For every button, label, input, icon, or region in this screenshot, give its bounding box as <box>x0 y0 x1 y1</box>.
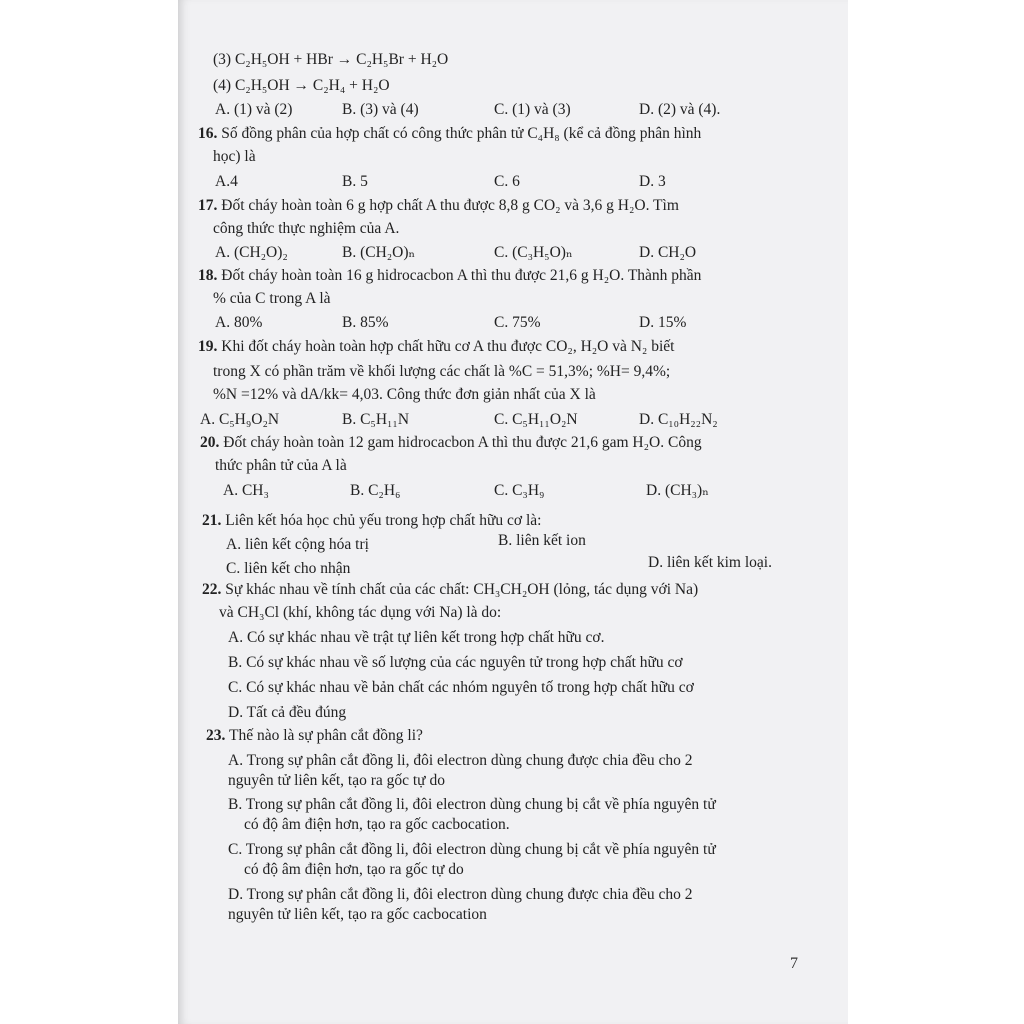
q23-option-a: A. Trong sự phân cắt đồng li, đôi electron dùng chung được chia đều cho 2 <box>228 752 693 769</box>
question-17-cont: công thức thực nghiệm của A. <box>213 220 400 237</box>
q17-option-d: D. CH₂O <box>639 244 697 261</box>
q17-option-b: B. (CH₂O)ₙ <box>342 244 416 261</box>
q15-option-b: B. (3) và (4) <box>342 101 419 118</box>
question-number: 22. <box>202 581 222 598</box>
q19-option-b: B. C₅H₁₁N <box>342 411 410 428</box>
q23-option-a-cont: nguyên tử liên kết, tạo ra gốc tự do <box>228 772 445 789</box>
q23-option-d: D. Trong sự phân cắt đồng li, đôi electron dùng chung được chia đều cho 2 <box>228 886 693 903</box>
q21-option-a: A. liên kết cộng hóa trị <box>226 536 369 553</box>
reaction-3: (3) C₂H₅OH + HBr → C₂H₅Br + H₂O <box>213 51 449 68</box>
q20-option-a: A. CH₃ <box>223 482 269 499</box>
question-16-cont: học) là <box>213 148 256 165</box>
question-number: 20. <box>200 434 220 451</box>
question-text: Thế nào là sự phân cắt đồng li? <box>228 727 423 744</box>
q20-option-c: C. C₃H₉ <box>494 482 545 499</box>
question-19-cont1: trong X có phần trăm về khối lượng các chất là %C = 51,3%; %H= 9,4%; <box>213 363 671 380</box>
q18-option-a: A. 80% <box>215 314 263 331</box>
q23-option-c-cont: có độ âm điện hơn, tạo ra gốc tự do <box>244 861 464 878</box>
question-text: Khi đốt cháy hoàn toàn hợp chất hữu cơ A thu được CO₂, H₂O và N₂ biết <box>221 338 675 355</box>
question-text: Liên kết hóa học chủ yếu trong hợp chất hữu cơ là: <box>225 512 542 529</box>
q18-option-d: D. 15% <box>639 314 687 331</box>
q16-option-d: D. 3 <box>639 173 666 190</box>
question-20 <box>200 433 702 453</box>
question-text: Số đồng phân của hợp chất có công thức phân tử C₄H₈ (kể cả đồng phân hình <box>221 125 702 142</box>
q21-option-c: C. liên kết cho nhận <box>226 560 351 577</box>
q19-option-d: D. C₁₀H₂₂N₂ <box>639 411 718 428</box>
reaction-4: (4) C₂H₅OH → C₂H₄ + H₂O <box>213 77 390 94</box>
question-number: 23. <box>206 727 226 744</box>
background-right <box>848 0 1024 1024</box>
page-number: 7 <box>790 955 798 972</box>
question-number: 21. <box>202 512 222 529</box>
question-17 <box>198 196 679 216</box>
q21-option-b: B. liên kết ion <box>498 532 586 549</box>
question-22-cont: và CH₃Cl (khí, không tác dụng với Na) là do: <box>219 604 502 621</box>
q22-option-b: B. Có sự khác nhau về số lượng của các nguyên tử trong hợp chất hữu cơ <box>228 654 683 671</box>
q15-option-a: A. (1) và (2) <box>215 101 293 118</box>
q22-option-a: A. Có sự khác nhau về trật tự liên kết trong hợp chất hữu cơ. <box>228 629 605 646</box>
q16-option-b: B. 5 <box>342 173 368 190</box>
question-20-cont: thức phân tử của A là <box>215 457 347 474</box>
question-number: 16. <box>198 125 218 142</box>
book-page <box>178 0 848 1024</box>
question-number: 17. <box>198 197 218 214</box>
question-23 <box>206 726 423 746</box>
q19-option-a: A. C₅H₉O₂N <box>200 411 280 428</box>
question-18 <box>198 266 701 286</box>
q23-option-b: B. Trong sự phân cắt đồng li, đôi electron dùng chung bị cắt về phía nguyên tử <box>228 796 716 813</box>
question-19 <box>198 337 674 357</box>
q20-option-d: D. (CH₃)ₙ <box>646 482 709 499</box>
question-22 <box>202 580 698 600</box>
q18-option-b: B. 85% <box>342 314 389 331</box>
q23-option-b-cont: có độ âm điện hơn, tạo ra gốc cacbocation. <box>244 816 510 833</box>
q16-option-c: C. 6 <box>494 173 520 190</box>
question-16 <box>198 124 701 144</box>
question-text: Sự khác nhau về tính chất của các chất: CH₃CH₂OH (lỏng, tác dụng với Na) <box>225 581 699 598</box>
q17-option-c: C. (C₃H₅O)ₙ <box>494 244 573 261</box>
question-21 <box>202 511 541 531</box>
q21-option-d: D. liên kết kim loại. <box>648 554 772 571</box>
background-left <box>0 0 178 1024</box>
question-text: Đốt cháy hoàn toàn 12 gam hidrocacbon A thì thu được 21,6 gam H₂O. Công <box>223 434 702 451</box>
q15-option-d: D. (2) và (4). <box>639 101 721 118</box>
q22-option-c: C. Có sự khác nhau về bản chất các nhóm nguyên tố trong hợp chất hữu cơ <box>228 679 694 696</box>
q23-option-c: C. Trong sự phân cắt đồng li, đôi electron dùng chung bị cắt về phía nguyên tử <box>228 841 716 858</box>
q17-option-a: A. (CH₂O)₂ <box>215 244 288 261</box>
q20-option-b: B. C₂H₆ <box>350 482 401 499</box>
question-number: 18. <box>198 267 218 284</box>
q23-option-d-cont: nguyên tử liên kết, tạo ra gốc cacbocation <box>228 906 487 923</box>
q18-option-c: C. 75% <box>494 314 541 331</box>
question-number: 19. <box>198 338 218 355</box>
q19-option-c: C. C₅H₁₁O₂N <box>494 411 578 428</box>
question-text: Đốt cháy hoàn toàn 6 g hợp chất A thu được 8,8 g CO₂ và 3,6 g H₂O. Tìm <box>221 197 679 214</box>
q16-option-a: A.4 <box>215 173 238 190</box>
question-19-cont2: %N =12% và dA/kk= 4,03. Công thức đơn giản nhất của X là <box>213 386 596 403</box>
q22-option-d: D. Tất cả đều đúng <box>228 704 347 721</box>
question-18-cont: % của C trong A là <box>213 290 331 307</box>
q15-option-c: C. (1) và (3) <box>494 101 571 118</box>
question-text: Đốt cháy hoàn toàn 16 g hidrocacbon A thì thu được 21,6 g H₂O. Thành phần <box>221 267 702 284</box>
